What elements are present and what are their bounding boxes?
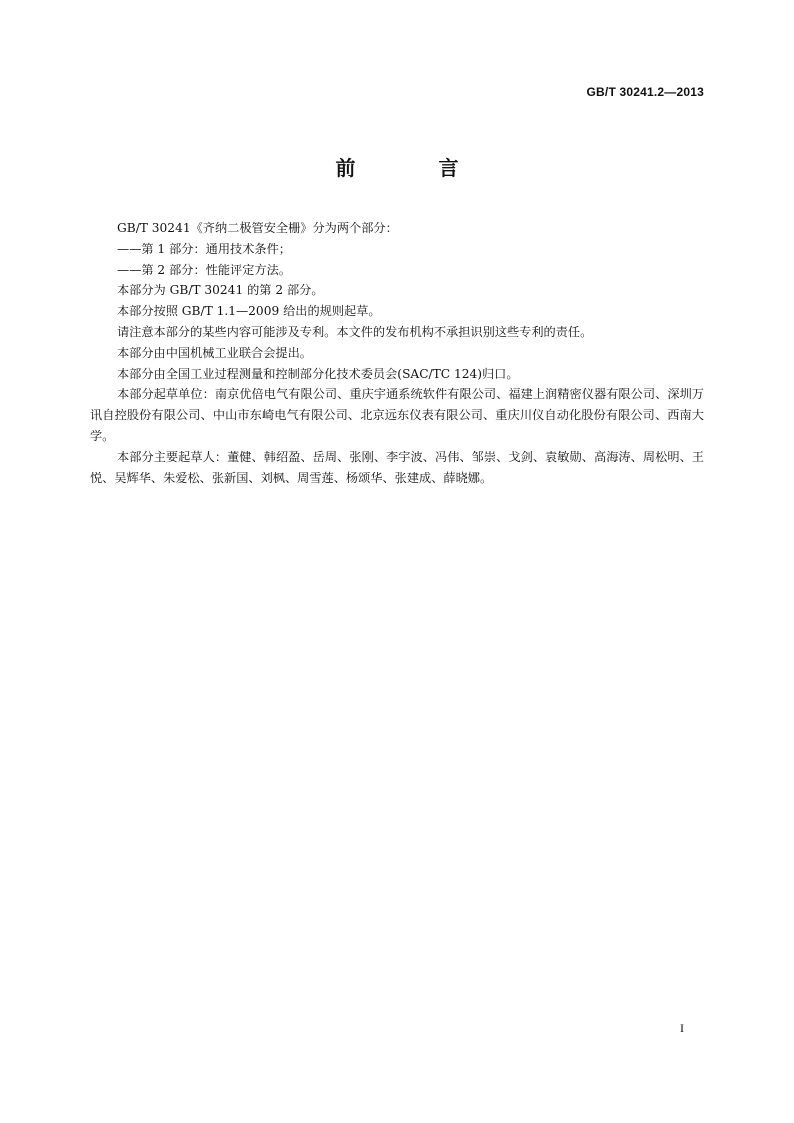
- paragraph-drafting-organizations: 本部分起草单位：南京优倍电气有限公司、重庆宇通系统软件有限公司、福建上润精密仪器有限公司、深圳万讯自控股份有限公司、中山市东崎电气有限公司、北京远东仪表有限公司、重庆川仪自动化股份有限公司、西南大学。: [90, 387, 704, 443]
- paragraph-patent-notice: 请注意本部分的某些内容可能涉及专利。本文件的发布机构不承担识别这些专利的责任。: [117, 324, 593, 339]
- paragraph-parts-intro: GB/T 30241《齐纳二极管安全栅》分为两个部分：: [117, 221, 398, 235]
- paragraph-proposed-by: 本部分由中国机械工业联合会提出。: [117, 345, 312, 360]
- paragraph-part-1: ——第 1 部分：通用技术条件；: [117, 241, 291, 256]
- paragraph-drafters: 本部分主要起草人：董健、韩绍盈、岳周、张刚、李宇波、冯伟、邹崇、戈剑、袁敏勋、高海涛、周松明、王悦、吴辉华、朱爱松、张新国、刘枫、周雪莲、杨颂华、张建成、薛晓娜。: [90, 449, 704, 485]
- foreword-body: [90, 218, 704, 488]
- paragraph-drafting-rules: 本部分按照 GB/T 1.1—2009 给出的规则起草。: [117, 304, 381, 319]
- paragraph-administered-by: 本部分由全国工业过程测量和控制部分化技术委员会(SAC/TC 124)归口。: [117, 366, 519, 381]
- paragraph-this-part: 本部分为 GB/T 30241 的第 2 部分。: [117, 283, 324, 298]
- standard-number: GB/T 30241.2—2013: [586, 85, 704, 99]
- page-number: I: [680, 1021, 684, 1035]
- paragraph-part-2: ——第 2 部分：性能评定方法。: [117, 262, 291, 277]
- page-title: 前 言: [335, 156, 497, 180]
